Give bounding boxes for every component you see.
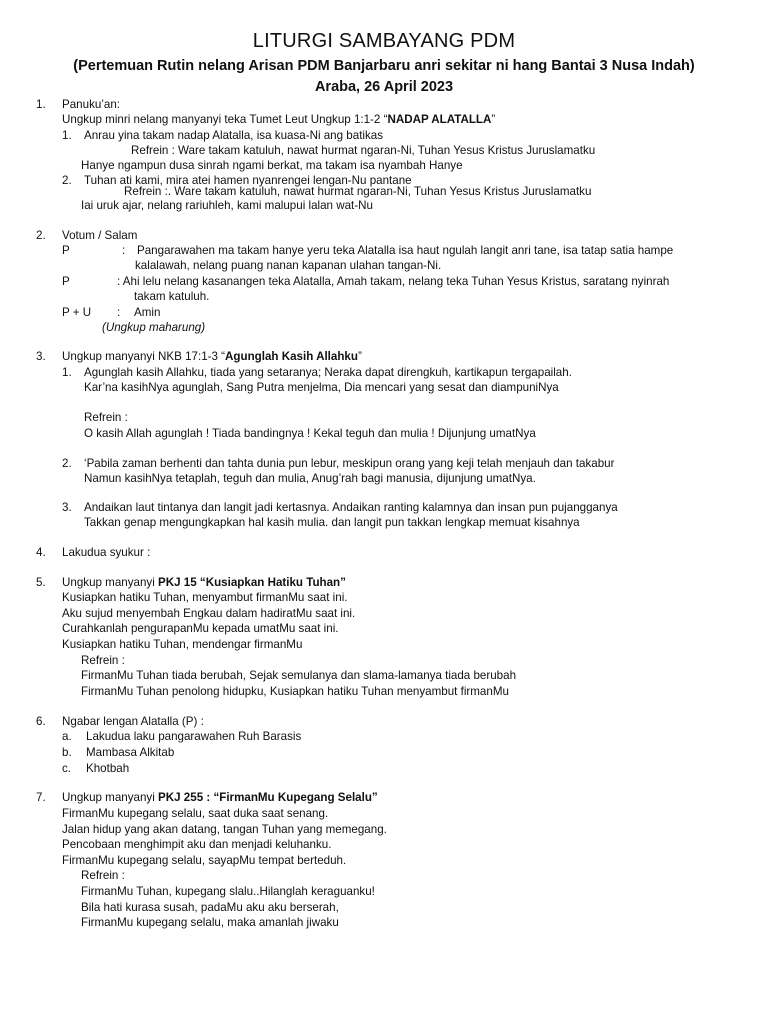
pastor-label-1: P <box>62 244 70 257</box>
section-1-verse-1-number: 1. <box>62 129 72 142</box>
section-3-refrain: O kasih Allah agunglah ! Tiada bandingnya ! Kekal teguh dan mulia ! Dijunjung umatNya <box>84 427 536 440</box>
section-4-number: 4. <box>36 546 46 559</box>
section-1-number: 1. <box>36 98 46 111</box>
section-6-item-text: Lakudua laku pangarawahen Ruh Barasis <box>86 730 302 743</box>
section-3-verse-2-line-b: Namun kasihNya tetaplah, teguh dan mulia, Anug’rah bagi manusia, dijunjung umatNya. <box>84 472 536 485</box>
section-5-heading <box>62 575 346 590</box>
section-3-refrain-label: Refrein : <box>84 411 128 424</box>
section-6-item-label: b. <box>62 746 72 759</box>
section-1-verse-2-number: 2. <box>62 174 72 187</box>
section-7-line: FirmanMu kupegang selalu, saat duka saat senang. <box>62 807 329 820</box>
pastor-text-1: Pangarawahen ma takam hanye yeru teka Alatalla isa haut ngulah langit anri tane, isa tatap satia hampe <box>137 244 674 257</box>
section-3-verse-3-line-a: Andaikan laut tintanya dan langit jadi kertasnya. Andaikan ranting kalamnya dan insan pun pujangganya <box>84 501 618 514</box>
section-1-refrain-2: Refrein :. Ware takam katuluh, nawat hurmat ngaran-Ni, Tuhan Yesus Kristus Juruslamatku <box>124 185 592 198</box>
section-4-heading: Lakudua syukur : <box>62 546 151 559</box>
section-6-number: 6. <box>36 715 46 728</box>
section-5-line: Curahkanlah pengurapanMu kepada umatMu saat ini. <box>62 622 339 635</box>
section-1-intro <box>62 112 495 127</box>
pastor-text-1-continuation: kalalawah, nelang puang nanan kapanan ulahan tangan-Ni. <box>135 259 442 272</box>
section-5-line: Aku sujud menyembah Engkau dalam hadiratMu saat ini. <box>62 607 356 620</box>
section-7-line: Pencobaan menghimpit aku dan menjadi keluhanku. <box>62 838 332 851</box>
section-3-verse-1-number: 1. <box>62 366 72 379</box>
section-7-song-title: PKJ 255 : “FirmanMu Kupegang Selalu” <box>158 791 378 804</box>
section-3-heading-text: Ungkup manyanyi NKB 17:1-3 “ <box>62 350 226 363</box>
section-1-song-title: NADAP ALATALLA <box>387 113 492 126</box>
document-title: LITURGI SAMBAYANG PDM <box>252 30 516 52</box>
section-5-heading-text: Ungkup manyanyi <box>62 576 159 589</box>
section-7-refrain-line: Bila hati kurasa susah, padaMu aku aku berserah, <box>81 901 339 914</box>
section-7-heading-text: Ungkup manyanyi <box>62 791 159 804</box>
section-5-refrain-label: Refrein : <box>81 654 125 667</box>
pastor-congregation-text: Amin <box>134 306 161 319</box>
section-7-refrain-label: Refrein : <box>81 869 125 882</box>
section-6-heading: Ngabar lengan Alatalla (P) : <box>62 715 204 728</box>
pastor-congregation-colon: : <box>117 306 121 319</box>
section-1-verse-2: Tuhan ati kami, mira atei hamen nyanrengei lengan-Nu pantane <box>84 174 412 187</box>
section-6-item-label: a. <box>62 730 72 743</box>
section-3-verse-3-line-b: Takkan genap mengungkapkan hal kasih mulia. dan langit pun takkan lengkap memuat kisahnya <box>84 516 580 529</box>
section-3-verse-1-line-a: Agunglah kasih Allahku, tiada yang setaranya; Neraka dapat direngkuh, kartikapun tergapailah. <box>84 366 572 379</box>
pastor-congregation-label: P + U <box>62 306 92 319</box>
section-2-note <box>102 320 205 335</box>
section-3-verse-2-line-a: ‘Pabila zaman berhenti dan tahta dunia pun lebur, meskipun orang yang keji telah menjauh dan takabur <box>84 457 615 470</box>
section-2-number: 2. <box>36 229 46 242</box>
pastor-colon-1: : <box>122 244 126 257</box>
section-7-heading <box>62 790 378 805</box>
section-7-line: Jalan hidup yang akan datang, tangan Tuhan yang memegang. <box>62 823 387 836</box>
section-1-intro-text: Ungkup minri nelang manyanyi teka Tumet Leut Ungkup 1:1-2 “ <box>62 113 388 126</box>
section-3-heading <box>62 349 362 364</box>
pastor-text-2-continuation: takam katuluh. <box>134 290 210 303</box>
section-5-line: Kusiapkan hatiku Tuhan, menyambut firmanMu saat ini. <box>62 591 348 604</box>
section-3-number: 3. <box>36 350 46 363</box>
section-7-refrain-line: FirmanMu kupegang selalu, maka amanlah jiwaku <box>81 916 339 929</box>
section-3-song-title: Agunglah Kasih Allahku <box>225 350 358 363</box>
section-6-item-text: Mambasa Alkitab <box>86 746 175 759</box>
section-5-refrain-line: FirmanMu Tuhan penolong hidupku, Kusiapkan hatiku Tuhan menyambut firmanMu <box>81 685 509 698</box>
section-7-line: FirmanMu kupegang selalu, sayapMu tempat berteduh. <box>62 854 347 867</box>
section-5-refrain-line: FirmanMu Tuhan tiada berubah, Sejak semulanya dan slama-lamanya tiada berubah <box>81 669 517 682</box>
section-1-refrain-1-continuation: Hanye ngampun dusa sinrah ngami berkat, ma takam isa nyambah Hanye <box>81 159 463 172</box>
section-6-item-text: Khotbah <box>86 762 130 775</box>
pastor-text-2: : Ahi lelu nelang kasanangen teka Alatalla, Amah takam, nelang teka Tuhan Yesus Kristus, saratang nyinrah <box>117 275 670 288</box>
section-3-verse-1-line-b: Kar’na kasihNya agunglah, Sang Putra menjelma, Dia mencari yang sesat dan diampuniNya <box>84 381 559 394</box>
section-7-refrain-line: FirmanMu Tuhan, kupegang slalu..Hilanglah keraguanku! <box>81 885 375 898</box>
section-7-number: 7. <box>36 791 46 804</box>
document-subtitle: (Pertemuan Rutin nelang Arisan PDM Banjarbaru anri sekitar ni hang Bantai 3 Nusa Indah) <box>73 58 695 74</box>
document-date: Araba, 26 April 2023 <box>314 79 454 95</box>
section-3-verse-2-number: 2. <box>62 457 72 470</box>
section-1-refrain-2-continuation: Iai uruk ajar, nelang rariuhleh, kami malupui lalan wat-Nu <box>81 199 373 212</box>
section-1-refrain-1: Refrein : Ware takam katuluh, nawat hurmat ngaran-Ni, Tuhan Yesus Kristus Juruslamatku <box>131 144 596 157</box>
section-2-note-text: (Ungkup maharung) <box>102 321 206 334</box>
section-5-line: Kusiapkan hatiku Tuhan, mendengar firmanMu <box>62 638 303 651</box>
section-6-item-label: c. <box>62 762 72 775</box>
section-3-verse-3-number: 3. <box>62 501 72 514</box>
pastor-label-2: P <box>62 275 70 288</box>
section-3-heading-end: ” <box>357 350 362 363</box>
section-5-number: 5. <box>36 576 46 589</box>
section-1-intro-end: ” <box>491 113 496 126</box>
section-5-song-title: PKJ 15 “Kusiapkan Hatiku Tuhan” <box>158 576 346 589</box>
section-1-verse-1: Anrau yina takam nadap Alatalla, isa kuasa-Ni ang batikas <box>84 129 384 142</box>
section-1-heading: Panuku’an: <box>62 98 121 111</box>
section-2-heading: Votum / Salam <box>62 229 138 242</box>
